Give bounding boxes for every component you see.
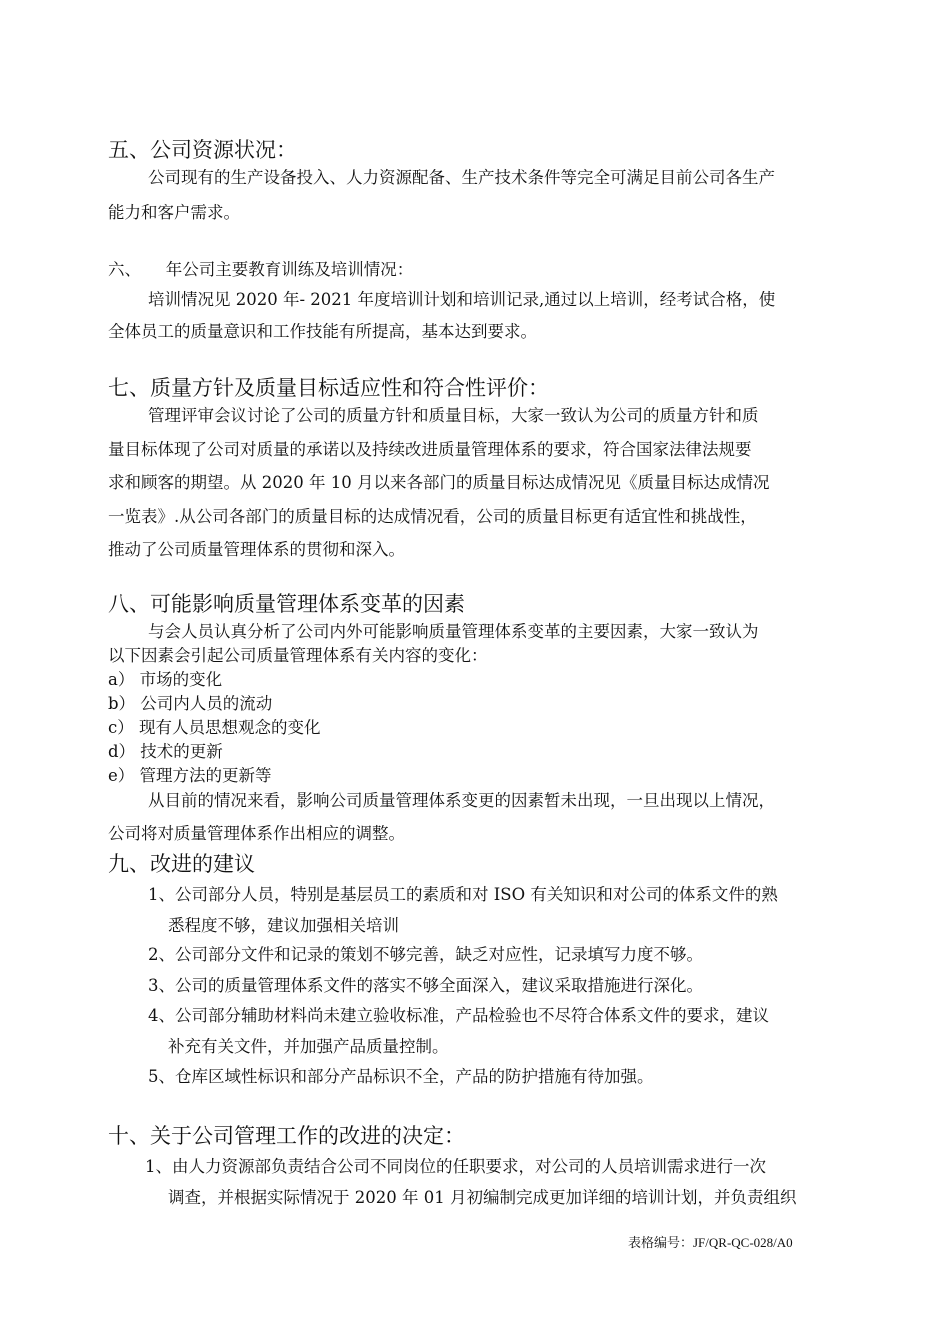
section-7-line-1: 管理评审会议讨论了公司的质量方针和质量目标，大家一致认为公司的质量方针和质 bbox=[148, 406, 759, 425]
section-6-line-2: 全体员工的质量意识和工作技能有所提高，基本达到要求。 bbox=[108, 322, 537, 341]
form-number-footer: 表格编号：JF/QR-QC-028/A0 bbox=[628, 1235, 793, 1250]
section-6-line-1: 培训情况见 2020 年- 2021 年度培训计划和培训记录,通过以上培训，经考试合格，使 bbox=[148, 290, 776, 309]
section-9-item-4: 4、公司部分辅助材料尚未建立验收标准，产品检验也不尽符合体系文件的要求，建议 bbox=[148, 1006, 769, 1025]
section-8-item-c: c） 现有人员思想观念的变化 bbox=[108, 718, 321, 737]
section-7-line-5: 推动了公司质量管理体系的贯彻和深入。 bbox=[108, 540, 405, 559]
section-8-item-a: a） 市场的变化 bbox=[108, 670, 223, 689]
section-10-heading: 十、关于公司管理工作的改进的决定： bbox=[108, 1124, 465, 1148]
section-8-outro-1: 从目前的情况来看，影响公司质量管理体系变更的因素暂未出现，一旦出现以上情况， bbox=[148, 791, 775, 810]
section-7-line-4: 一览表》.从公司各部门的质量目标的达成情况看，公司的质量目标更有适宜性和挑战性， bbox=[108, 507, 757, 526]
section-8-intro-2: 以下因素会引起公司质量管理体系有关内容的变化： bbox=[108, 646, 488, 665]
section-9-item-2: 2、公司部分文件和记录的策划不够完善，缺乏对应性，记录填写力度不够。 bbox=[148, 945, 703, 964]
section-10-item-1-cont: 调查，并根据实际情况于 2020 年 01 月初编制完成更加详细的培训计划，并负责组织 bbox=[168, 1188, 797, 1207]
section-8-item-b: b） 公司内人员的流动 bbox=[108, 694, 273, 713]
section-5-heading: 五、公司资源状况： bbox=[108, 138, 297, 162]
section-8-heading: 八、可能影响质量管理体系变革的因素 bbox=[108, 592, 465, 616]
section-8-outro-2: 公司将对质量管理体系作出相应的调整。 bbox=[108, 824, 405, 843]
section-6-heading: 六、 年公司主要教育训练及培训情况： bbox=[108, 260, 414, 279]
section-7-line-2: 量目标体现了公司对质量的承诺以及持续改进质量管理体系的要求，符合国家法律法规要 bbox=[108, 440, 752, 459]
section-9-item-1: 1、公司部分人员，特别是基层员工的素质和对 ISO 有关知识和对公司的体系文件的熟 bbox=[148, 885, 778, 904]
section-8-item-e: e） 管理方法的更新等 bbox=[108, 766, 272, 785]
section-7-heading: 七、质量方针及质量目标适应性和符合性评价： bbox=[108, 376, 549, 400]
section-9-item-1-cont: 悉程度不够，建议加强相关培训 bbox=[168, 916, 399, 935]
section-5-line-2: 能力和客户需求。 bbox=[108, 203, 240, 222]
section-8-item-d: d） 技术的更新 bbox=[108, 742, 223, 761]
section-5-line-1: 公司现有的生产设备投入、人力资源配备、生产技术条件等完全可满足目前公司各生产 bbox=[148, 168, 775, 187]
section-9-item-4-cont: 补充有关文件，并加强产品质量控制。 bbox=[168, 1037, 449, 1056]
section-9-item-5: 5、仓库区域性标识和部分产品标识不全，产品的防护措施有待加强。 bbox=[148, 1067, 654, 1086]
section-9-heading: 九、改进的建议 bbox=[108, 852, 255, 876]
section-7-line-3: 求和顾客的期望。从 2020 年 10 月以来各部门的质量目标达成情况见《质量目标达成情况 bbox=[108, 473, 770, 492]
section-10-item-1: 1、由人力资源部负责结合公司不同岗位的任职要求，对公司的人员培训需求进行一次 bbox=[145, 1157, 766, 1176]
section-9-item-3: 3、公司的质量管理体系文件的落实不够全面深入，建议采取措施进行深化。 bbox=[148, 976, 703, 995]
section-8-intro-1: 与会人员认真分析了公司内外可能影响质量管理体系变革的主要因素，大家一致认为 bbox=[148, 622, 759, 641]
